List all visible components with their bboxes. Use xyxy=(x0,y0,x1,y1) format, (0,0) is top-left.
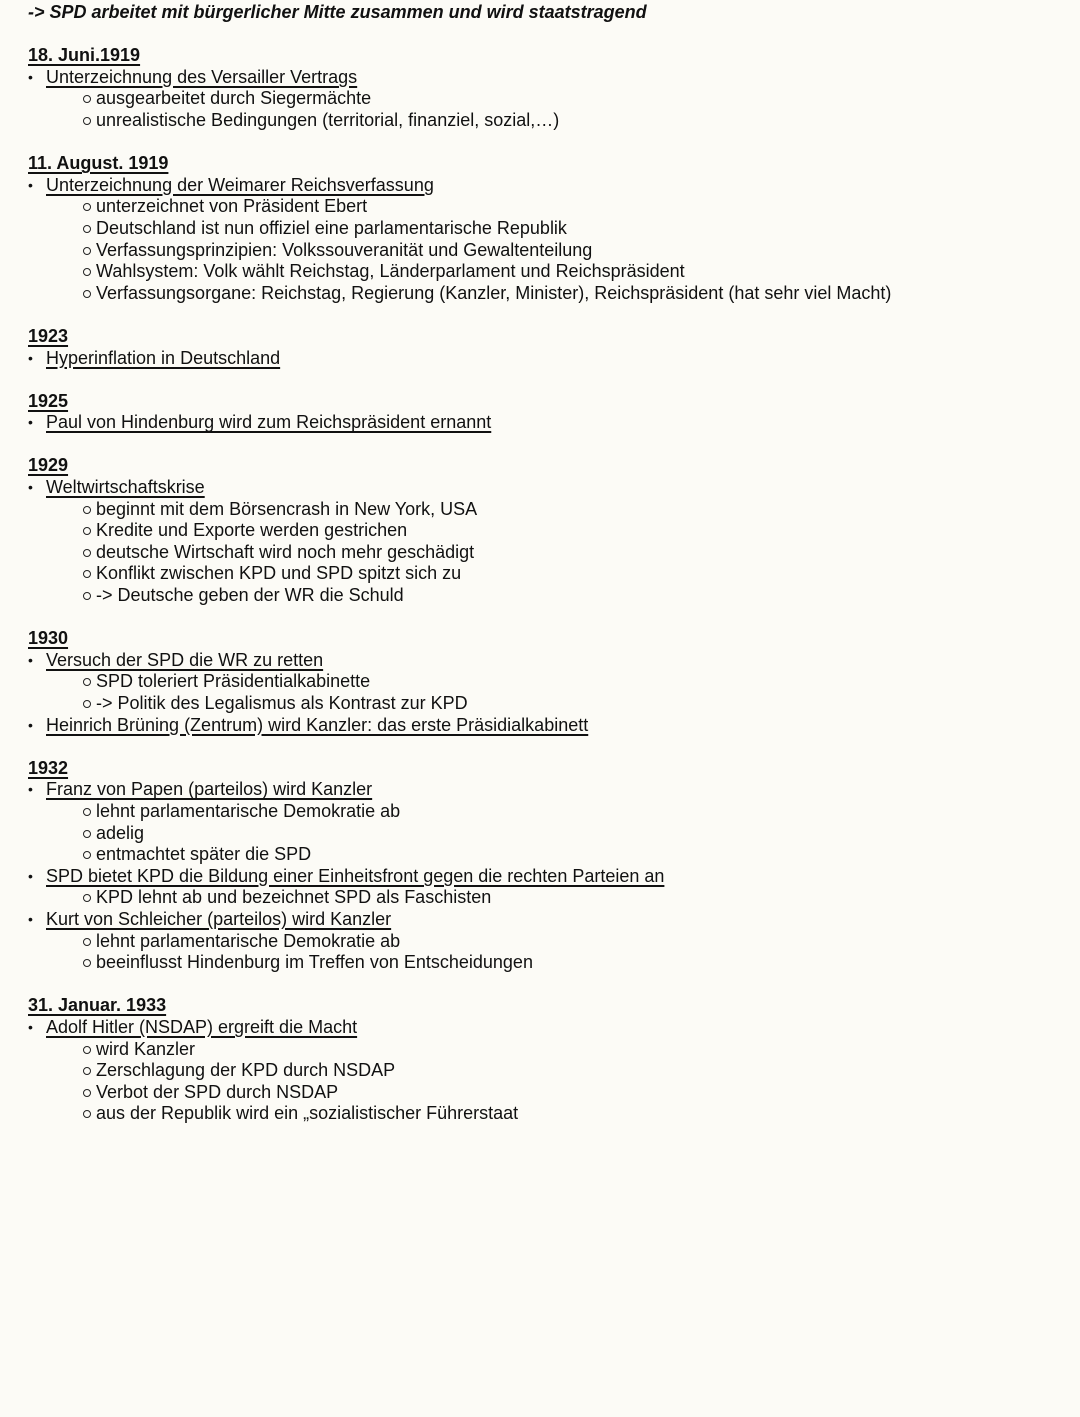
bullet-item xyxy=(28,412,1080,434)
bullet-text: Hyperinflation in Deutschland xyxy=(46,347,281,368)
sub-bullet-item: Konflikt zwischen KPD und SPD spitzt sich zu xyxy=(28,563,1080,585)
timeline-section xyxy=(28,995,1080,1125)
bullet-text: Kurt von Schleicher (parteilos) wird Kanzler xyxy=(46,908,392,929)
sub-bullet-item: -> Deutsche geben der WR die Schuld xyxy=(28,585,1080,607)
bullet-text: Adolf Hitler (NSDAP) ergreift die Macht xyxy=(46,1016,358,1037)
sub-bullet-item: Kredite und Exporte werden gestrichen xyxy=(28,520,1080,542)
bullet-text: Unterzeichnung des Versailler Vertrags xyxy=(46,66,358,87)
sub-bullet-item: beeinflusst Hindenburg im Treffen von Entscheidungen xyxy=(28,952,1080,974)
bullet-item xyxy=(28,909,1080,931)
sub-bullet-item: Deutschland ist nun offiziel eine parlamentarische Republik xyxy=(28,218,1080,240)
sub-bullet-item: wird Kanzler xyxy=(28,1039,1080,1061)
section-date-heading: 1930 xyxy=(28,628,69,649)
bullet-text: SPD bietet KPD die Bildung einer Einheitsfront gegen die rechten Parteien an xyxy=(46,865,665,886)
section-date-heading: 1925 xyxy=(28,390,69,411)
timeline xyxy=(28,45,1080,1125)
bullet-text: Versuch der SPD die WR zu retten xyxy=(46,649,324,670)
bullet-text: Franz von Papen (parteilos) wird Kanzler xyxy=(46,779,373,800)
sub-bullet-item: entmachtet später die SPD xyxy=(28,844,1080,866)
bullet-text: Heinrich Brüning (Zentrum) wird Kanzler: das erste Präsidialkabinett xyxy=(46,714,589,735)
bullet-item xyxy=(28,866,1080,888)
sub-bullet-item: ausgearbeitet durch Siegermächte xyxy=(28,88,1080,110)
sub-bullet-item: unrealistische Bedingungen (territorial, finanziel, sozial,…) xyxy=(28,110,1080,132)
bullet-text: Weltwirtschaftskrise xyxy=(46,477,205,498)
sub-bullet-item: lehnt parlamentarische Demokratie ab xyxy=(28,801,1080,823)
sub-bullet-item: -> Politik des Legalismus als Kontrast zur KPD xyxy=(28,693,1080,715)
sub-bullet-item: deutsche Wirtschaft wird noch mehr geschädigt xyxy=(28,542,1080,564)
sub-bullet-item: beginnt mit dem Börsencrash in New York, USA xyxy=(28,499,1080,521)
bullet-text: Paul von Hindenburg wird zum Reichspräsident ernannt xyxy=(46,412,492,433)
sub-bullet-item: unterzeichnet von Präsident Ebert xyxy=(28,196,1080,218)
bullet-item xyxy=(28,650,1080,672)
sub-bullet-item: Zerschlagung der KPD durch NSDAP xyxy=(28,1060,1080,1082)
section-date-heading: 11. August. 1919 xyxy=(28,153,169,174)
timeline-section xyxy=(28,153,1080,304)
section-date-heading: 18. Juni.1919 xyxy=(28,45,141,66)
bullet-item xyxy=(28,67,1080,89)
sub-bullet-item: Verbot der SPD durch NSDAP xyxy=(28,1082,1080,1104)
section-date-heading: 1929 xyxy=(28,455,69,476)
bullet-item xyxy=(28,779,1080,801)
sub-bullet-item: Verfassungsprinzipien: Volkssouveranität und Gewaltenteilung xyxy=(28,240,1080,262)
sub-bullet-item: SPD toleriert Präsidentialkabinette xyxy=(28,671,1080,693)
intro-line: -> SPD arbeitet mit bürgerlicher Mitte zusammen und wird staatstragend xyxy=(28,2,647,22)
bullet-item xyxy=(28,715,1080,737)
sub-bullet-item: lehnt parlamentarische Demokratie ab xyxy=(28,931,1080,953)
timeline-section xyxy=(28,455,1080,606)
bullet-item xyxy=(28,477,1080,499)
timeline-section xyxy=(28,45,1080,131)
sub-bullet-item: Wahlsystem: Volk wählt Reichstag, Länderparlament und Reichspräsident xyxy=(28,261,1080,283)
bullet-text: Unterzeichnung der Weimarer Reichsverfassung xyxy=(46,174,434,195)
timeline-section xyxy=(28,758,1080,974)
timeline-section xyxy=(28,391,1080,434)
sub-bullet-item: aus der Republik wird ein „sozialistischer Führerstaat xyxy=(28,1103,1080,1125)
timeline-section xyxy=(28,326,1080,369)
sub-bullet-item: Verfassungsorgane: Reichstag, Regierung (Kanzler, Minister), Reichspräsident (hat sehr viel Macht) xyxy=(28,283,1080,305)
sub-bullet-item: adelig xyxy=(28,823,1080,845)
timeline-section xyxy=(28,628,1080,736)
bullet-item xyxy=(28,175,1080,197)
section-date-heading: 1923 xyxy=(28,325,69,346)
sub-bullet-item: KPD lehnt ab und bezeichnet SPD als Faschisten xyxy=(28,887,1080,909)
bullet-item xyxy=(28,348,1080,370)
section-date-heading: 31. Januar. 1933 xyxy=(28,995,167,1016)
bullet-item xyxy=(28,1017,1080,1039)
section-date-heading: 1932 xyxy=(28,757,69,778)
